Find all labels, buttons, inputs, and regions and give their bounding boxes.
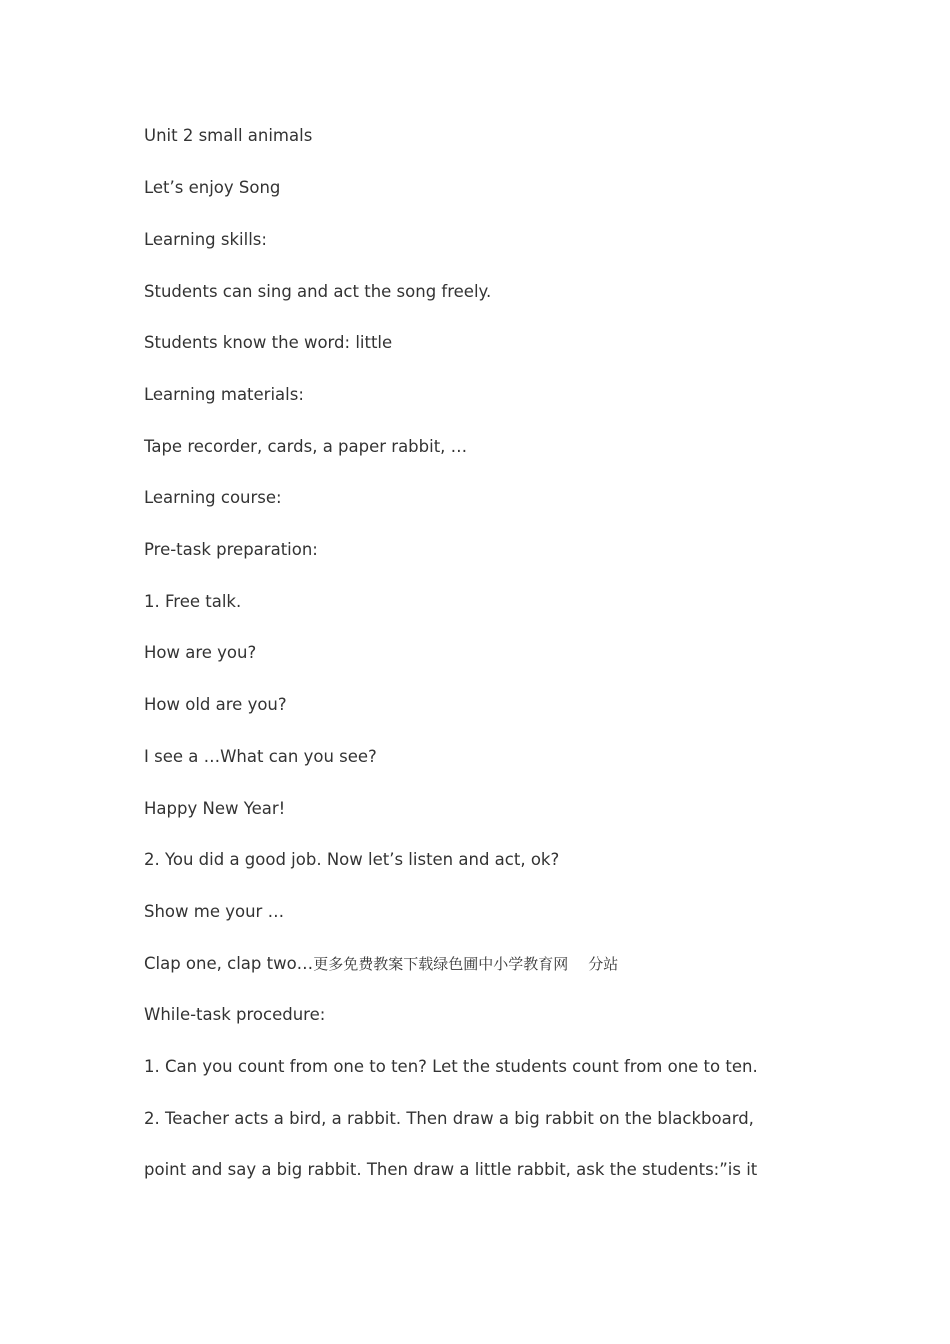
text-segment: Clap one, clap two… [144, 954, 314, 973]
text-line: 2. You did a good job. Now let’s listen and act, ok? [144, 850, 560, 869]
text-line: Show me your … [144, 902, 285, 921]
text-line: Students know the word: little [144, 333, 393, 352]
text-line: How old are you? [144, 695, 287, 714]
watermark-suffix: 分站 [588, 955, 619, 973]
text-line: Students can sing and act the song freely. [144, 282, 492, 301]
section-heading-pretask: Pre-task preparation: [144, 540, 318, 559]
text-line: Tape recorder, cards, a paper rabbit, … [144, 437, 468, 456]
text-line: Happy New Year! [144, 799, 286, 818]
watermark-text: 更多免费教案下载绿色圃中小学教育网 [313, 955, 569, 973]
text-line: 1. Can you count from one to ten? Let the students count from one to ten. [144, 1057, 758, 1076]
section-heading-course: Learning course: [144, 488, 282, 507]
lesson-title: Let’s enjoy Song [144, 178, 281, 197]
text-line: How are you? [144, 643, 257, 662]
text-line: 2. Teacher acts a bird, a rabbit. Then draw a big rabbit on the blackboard, [144, 1109, 754, 1128]
section-heading-skills: Learning skills: [144, 230, 267, 249]
text-line-with-watermark [144, 954, 618, 974]
text-line: point and say a big rabbit. Then draw a little rabbit, ask the students:”is it [144, 1160, 758, 1179]
text-line: 1. Free talk. [144, 592, 242, 611]
text-line: I see a …What can you see? [144, 747, 377, 766]
section-heading-whiletask: While-task procedure: [144, 1005, 326, 1024]
unit-title: Unit 2 small animals [144, 126, 313, 145]
section-heading-materials: Learning materials: [144, 385, 304, 404]
